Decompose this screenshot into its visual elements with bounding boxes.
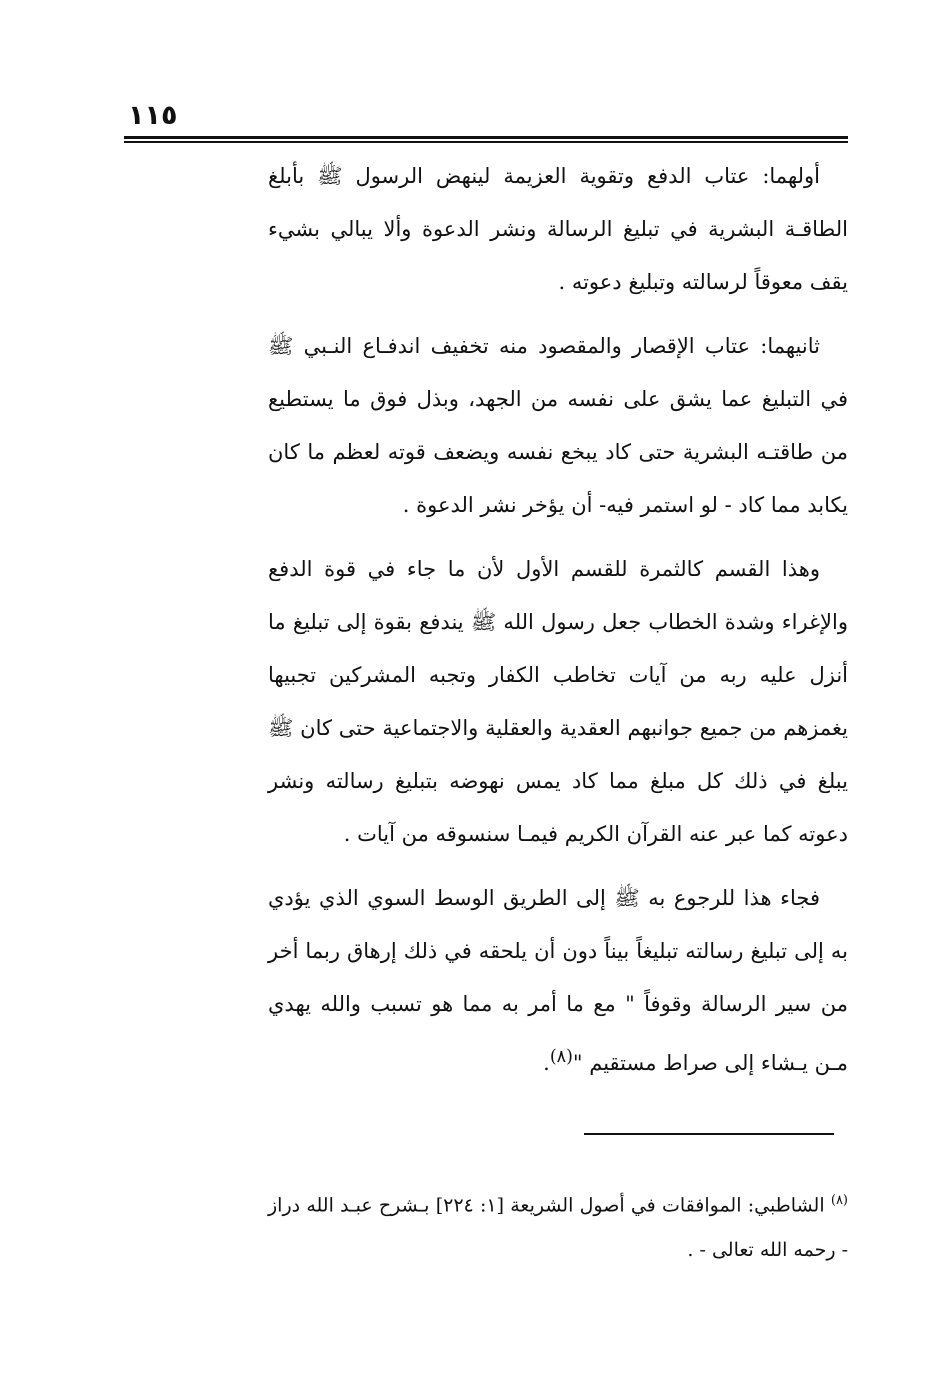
paragraph-first-reproach: أولهما: عتاب الدفع وتقوية العزيمة لينهض الرسول ﷺ بأبلغ الطاقـة البشرية في تبليغ الرسالة ونشر الدعوة وألا يبالي بشيء يقف معوقاً لرسالته وتبليغ دعوته . [268,164,848,294]
paragraph-return: فجاء هذا للرجوع به ﷺ إلى الطريق الوسط السوي الذي يؤدي به إلى تبليغ رسالته تبليغاً بيناً دون أن يلحقه في ذلك إرهاق ربما أخر من سير الرسالة وقوفاً " مع ما أمر به مما هو تسبب والله يهدي مـن يـشاء إلى صراط مستقيم "$^{(٨)}$. [268,886,848,1075]
footnote-marker: (٨) [830,1193,848,1208]
footnote [268,1178,848,1273]
paragraph-first-section: وهذا القسم كالثمرة للقسم الأول لأن ما جاء في قوة الدفع والإغراء وشدة الخطاب جعل رسول الله ﷺ يندفع بقوة إلى تبليغ ما أنزل عليه ربه من آيات تخاطب الكفار وتجبه المشركين تجبيها يغمزهم من جميع جوانبهم العقدية والعقلية والاجتماعية حتى كان ﷺ يبلغ في ذلك كل مبلغ مما كاد يمس نهوضه بتبليغ رسالته ونشر دعوته كما عبر عنه القرآن الكريم فيمـا سنسوقه من آيات . [268,557,848,846]
header-rule-thin-line [124,141,848,143]
page-number: ١١٥ [128,100,178,131]
header-rule [124,136,848,143]
header-rule-thick-line [124,136,848,139]
paragraph-second-reproach: ثانيهما: عتاب الإقصار والمقصود منه تخفيف اندفـاع النـبي ﷺ في التبليغ عما يشق على نفسه من الجهد، وبذل فوق ما يستطيع من طاقتـه البشرية حتى كاد يبخع نفسه ويضعف قوته لعظم ما كان يكابد مما كاد - لو استمر فيه- أن يؤخر نشر الدعوة . [268,334,848,517]
main-text [268,150,848,1101]
footnote-separator [584,1133,834,1135]
footnote-text: الشاطبي: الموافقات في أصول الشريعة [١: ٢٢٤] بـشرح عبـد الله دراز - رحمه الله تعالى - . [268,1194,848,1262]
paragraph-return-text: فجاء هذا للرجوع به ﷺ إلى الطريق الوسط السوي الذي يؤدي به إلى تبليغ رسالته تبليغاً بيناً دون أن يلحقه في ذلك إرهاق ربما أخر من سير الرسالة وقوفاً " مع ما أمر به مما هو تسبب والله يهدي مـن يـشاء إلى صراط مستقيم " [268,886,848,1075]
footnote-reference: (٨) [549,1047,573,1067]
